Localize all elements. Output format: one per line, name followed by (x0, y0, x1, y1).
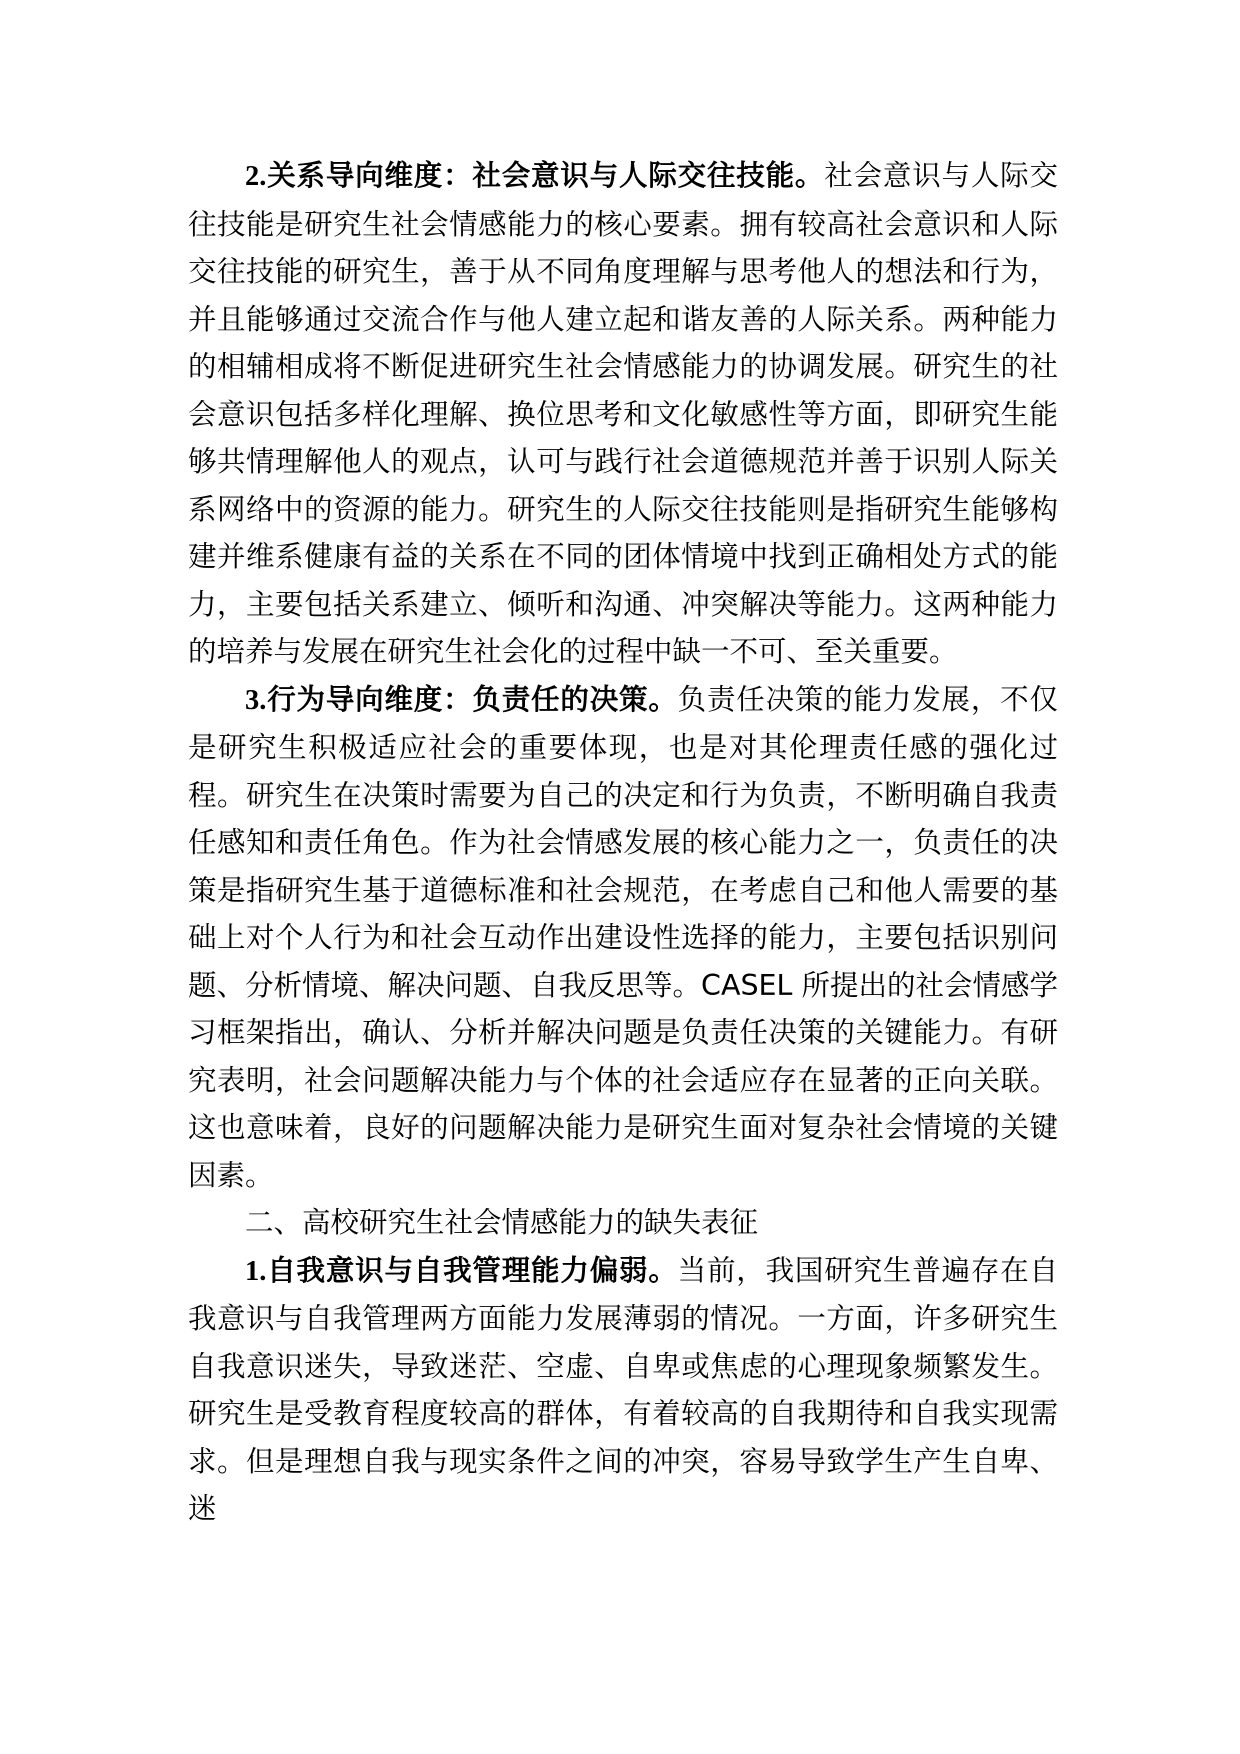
paragraph-heading: 行为导向维度：负责任的决策。 (266, 682, 678, 716)
paragraph-text: 负责任决策的能力发展，不仅是研究生积极适应社会的重要体现，也是对其伦理责任感的强化过程。研究生在决策时需要为自己的决定和行为负责，不断明确自我责任感知和责任角色。作为社会情感发展的核心能力之一，负责任的决策是指研究生基于道德标准和社会规范，在考虑自己和他人需要的基础上对个人行为和社会互动作出建设性选择的能力，主要包括识别问题、分析情境、解决问题、自我反思等。CASEL 所提出的社会情感学习框架指出，确认、分析并解决问题是负责任决策的关键能力。有研究表明，社会问题解决能力与个体的社会适应存在显著的正向关联。这也意味着，良好的问题解决能力是研究生面对复杂社会情境的关键因素。 (188, 682, 1058, 1192)
paragraph-self-awareness (188, 1247, 1058, 1533)
paragraph-number: 3. (245, 684, 267, 716)
section-heading-text: 二、高校研究生社会情感能力的缺失表征 (245, 1206, 759, 1239)
document-body (188, 152, 1058, 1533)
paragraph-text: 当前，我国研究生普遍存在自我意识与自我管理两方面能力发展薄弱的情况。一方面，许多研究生自我意识迷失，导致迷茫、空虚、自卑或焦虑的心理现象频繁发生。研究生是受教育程度较高的群体，有着较高的自我期待和自我实现需求。但是理想自我与现实条件之间的冲突，容易导致学生产生自卑、迷 (188, 1253, 1058, 1525)
paragraph-heading: 关系导向维度：社会意识与人际交往技能。 (266, 159, 825, 192)
paragraph-text: 社会意识与人际交往技能是研究生社会情感能力的核心要素。拥有较高社会意识和人际交往技能的研究生，善于从不同角度理解与思考他人的想法和行为，并且能够通过交流合作与他人建立起和谐友善的人际关系。两种能力的相辅相成将不断促进研究生社会情感能力的协调发展。研究生的社会意识包括多样化理解、换位思考和文化敏感性等方面，即研究生能够共情理解他人的观点，认可与践行社会道德规范并善于识别人际关系网络中的资源的能力。研究生的人际交往技能则是指研究生能够构建并维系健康有益的关系在不同的团体情境中找到正确相处方式的能力，主要包括关系建立、倾听和沟通、冲突解决等能力。这两种能力的培养与发展在研究生社会化的过程中缺一不可、至关重要。 (188, 159, 1058, 668)
paragraph-behavior-dimension (188, 676, 1058, 1200)
paragraph-number: 2. (245, 161, 267, 192)
section-heading (188, 1199, 1058, 1247)
paragraph-heading: 自我意识与自我管理能力偏弱。 (266, 1253, 678, 1287)
paragraph-number: 1. (245, 1255, 267, 1287)
paragraph-relationship-dimension (188, 152, 1058, 676)
